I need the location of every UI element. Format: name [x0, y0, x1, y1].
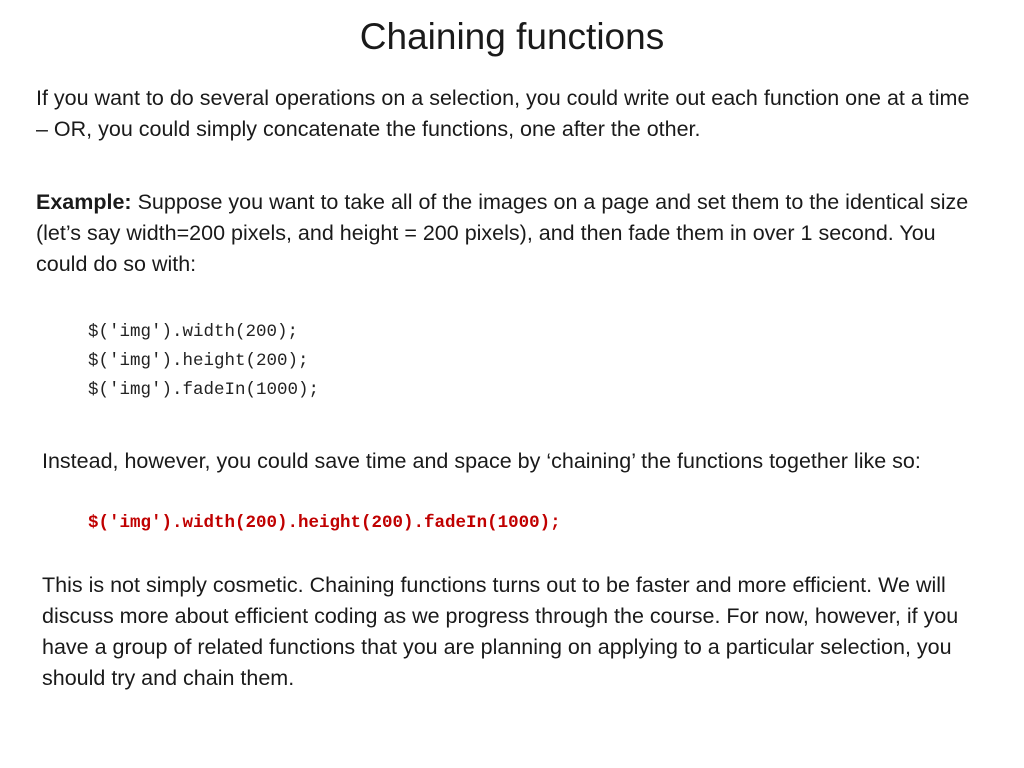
code-example-block — [88, 318, 319, 405]
chained-code-line: $('img').width(200).height(200).fadeIn(1000); — [88, 513, 561, 533]
code-line-fadein: $('img').fadeIn(1000); — [88, 380, 320, 400]
intro-paragraph: If you want to do several operations on a selection, you could write out each function one at a time – OR, you could simply concatenate the functions, one after the other. — [36, 86, 970, 141]
example-label: Example: — [36, 190, 132, 214]
slide-title: Chaining functions — [359, 16, 665, 57]
example-text: Suppose you want to take all of the images on a page and set them to the identical size (let’s say width=200 pixels, and height = 200 pixels), and then fade them in over 1 second. You could do so with: — [36, 190, 969, 276]
example-paragraph — [36, 187, 986, 280]
instead-paragraph: Instead, however, you could save time and space by ‘chaining’ the functions together like so: — [42, 449, 921, 473]
code-line-height: $('img').height(200); — [88, 351, 309, 371]
code-line-width: $('img').width(200); — [88, 322, 299, 342]
closing-paragraph: This is not simply cosmetic. Chaining functions turns out to be faster and more efficient. We will discuss more about efficient coding as we progress through the course. For now, however, if you have a group of related functions that you are planning on applying to a particular selection, you should try and chain them. — [42, 573, 959, 690]
